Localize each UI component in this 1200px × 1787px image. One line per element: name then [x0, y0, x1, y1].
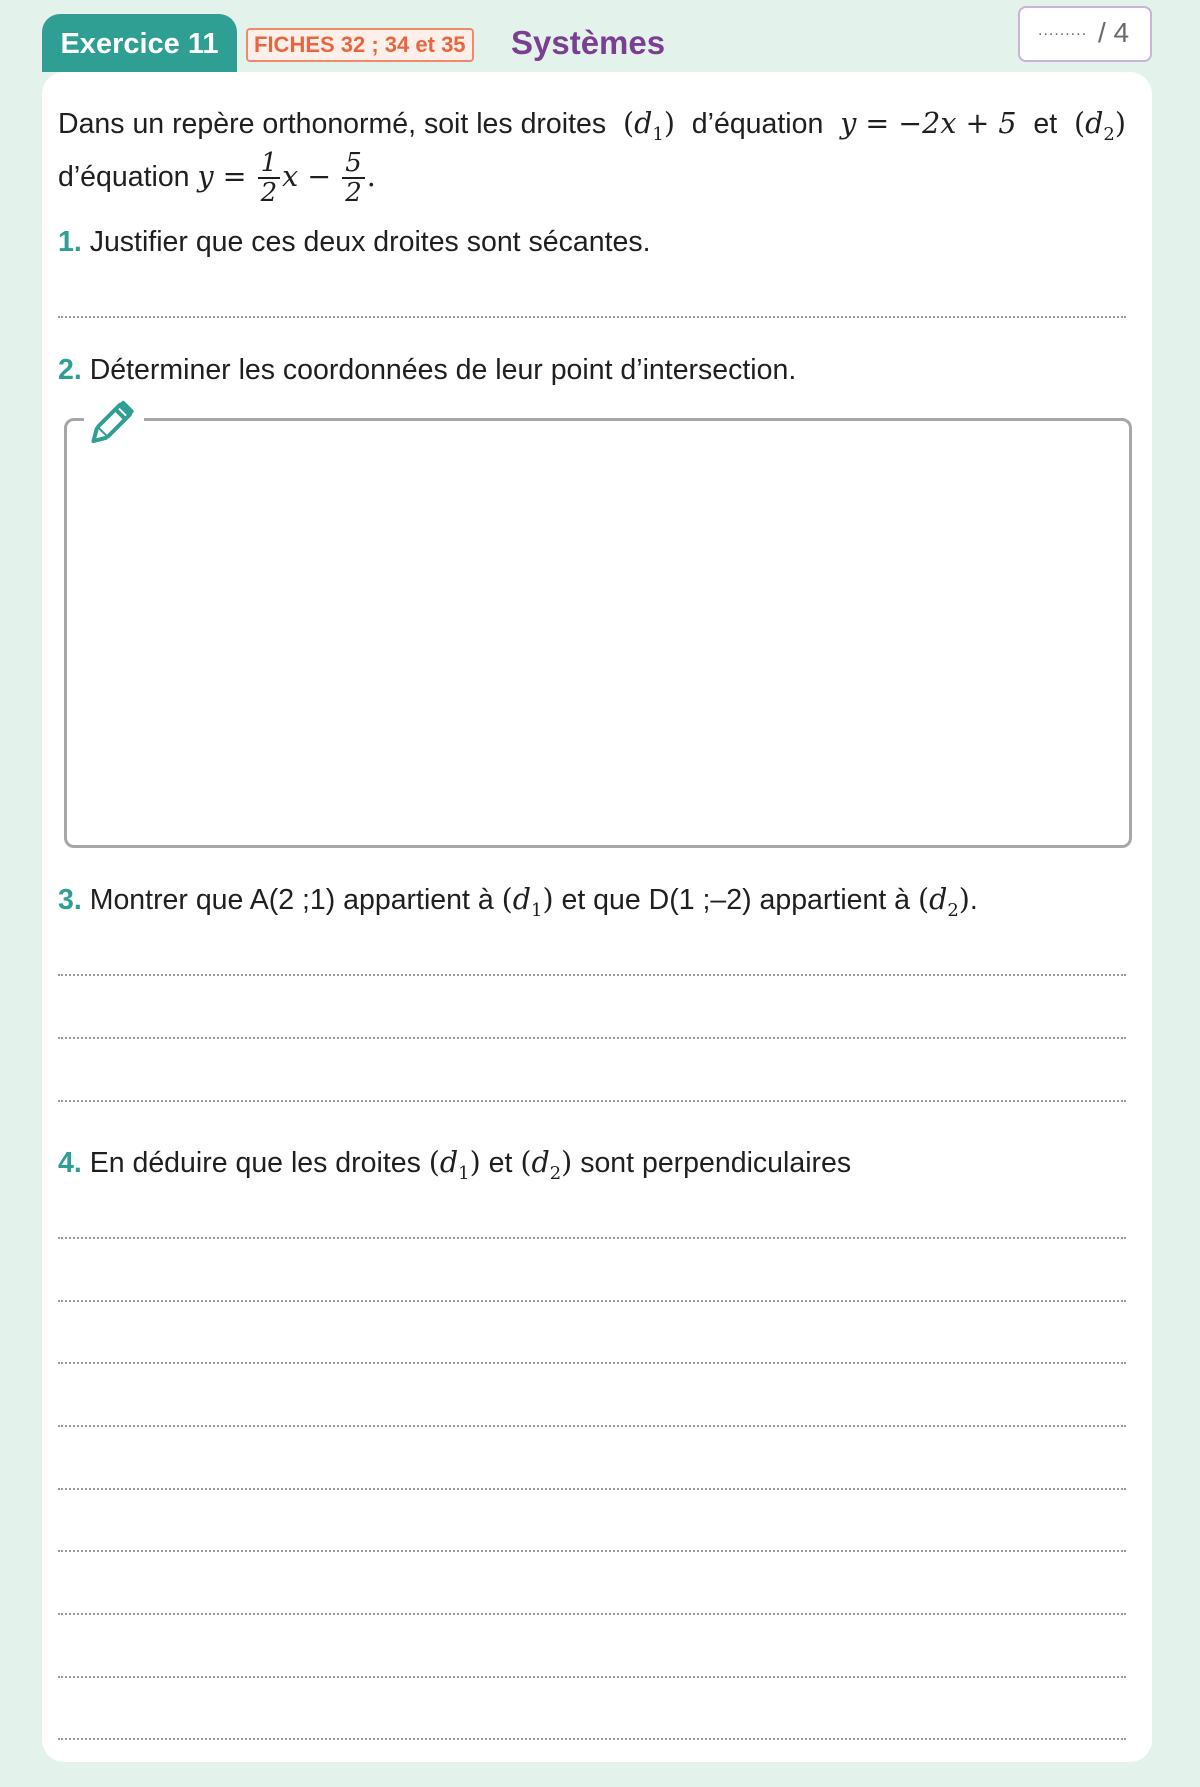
answer-box[interactable] — [64, 418, 1132, 848]
d1-notation: $(d_1)$ — [501, 883, 554, 921]
score-total: / 4 — [1098, 17, 1130, 48]
topic-title: Systèmes — [511, 24, 666, 61]
question-text-a: En déduire que les droites — [89, 1147, 429, 1179]
intro-line-1 — [58, 104, 1126, 144]
equation-d1: y = −2x + 5 — [840, 107, 1017, 140]
question-3 — [58, 880, 978, 920]
answer-line[interactable] — [58, 1488, 1126, 1490]
question-text: Justifier que ces deux droites sont sécantes. — [89, 226, 651, 258]
answer-line[interactable] — [58, 1550, 1126, 1552]
answer-line[interactable] — [58, 974, 1126, 976]
answer-line[interactable] — [58, 316, 1126, 318]
intro-text-b: d’équation — [691, 108, 824, 140]
question-text-a: Montrer que A(2 ;1) appartient à — [89, 884, 502, 916]
fraction-one-half: $\frac{1}{2}$ — [258, 149, 281, 207]
d1-notation: $(d_1)$ — [622, 107, 675, 145]
question-number: 3. — [58, 884, 82, 916]
question-text-b: et — [480, 1147, 521, 1179]
question-number: 2. — [58, 354, 82, 386]
d2-notation: $(d_2)$ — [520, 1146, 573, 1184]
question-1 — [58, 222, 651, 262]
d1-notation: $(d_1)$ — [428, 1146, 481, 1184]
answer-line[interactable] — [58, 1300, 1126, 1302]
question-text-c: sont perpendiculaires — [572, 1147, 852, 1179]
question-text-b: et que D(1 ;–2) appartient à — [553, 884, 918, 916]
answer-line[interactable] — [58, 1425, 1126, 1427]
d2-notation: $(d_2)$ — [1074, 107, 1126, 145]
question-4 — [58, 1143, 851, 1183]
answer-line[interactable] — [58, 1100, 1126, 1102]
question-2 — [58, 350, 796, 390]
equation-d2-lhs: y = — [197, 160, 256, 193]
answer-line[interactable] — [58, 1676, 1126, 1678]
answer-line[interactable] — [58, 1362, 1126, 1364]
equation-d2-end: . — [366, 160, 376, 193]
answer-line[interactable] — [58, 1237, 1126, 1239]
answer-line[interactable] — [58, 1613, 1126, 1615]
question-text: Déterminer les coordonnées de leur point d’intersection. — [89, 354, 797, 386]
intro-text-c: et — [1033, 108, 1058, 140]
question-number: 1. — [58, 226, 82, 258]
exercise-label: Exercice 11 — [42, 14, 237, 72]
score-input-dots: ......... — [1038, 22, 1088, 39]
intro-text-a: Dans un repère orthonormé, soit les droites — [58, 108, 607, 140]
d2-notation: $(d_2)$ — [917, 883, 970, 921]
score-box[interactable] — [1018, 6, 1152, 62]
answer-line[interactable] — [58, 1037, 1126, 1039]
answer-line[interactable] — [58, 1738, 1126, 1740]
equation-d2-mid: x − — [282, 160, 341, 193]
question-number: 4. — [58, 1147, 82, 1179]
fiches-reference: FICHES 32 ; 34 et 35 — [246, 28, 474, 62]
intro-line-2 — [58, 142, 376, 212]
intro-text-d: d’équation — [58, 161, 198, 193]
question-text-c: . — [969, 884, 978, 916]
pencil-icon — [84, 394, 144, 450]
fraction-five-halves: $\frac{5}{2}$ — [342, 149, 365, 207]
